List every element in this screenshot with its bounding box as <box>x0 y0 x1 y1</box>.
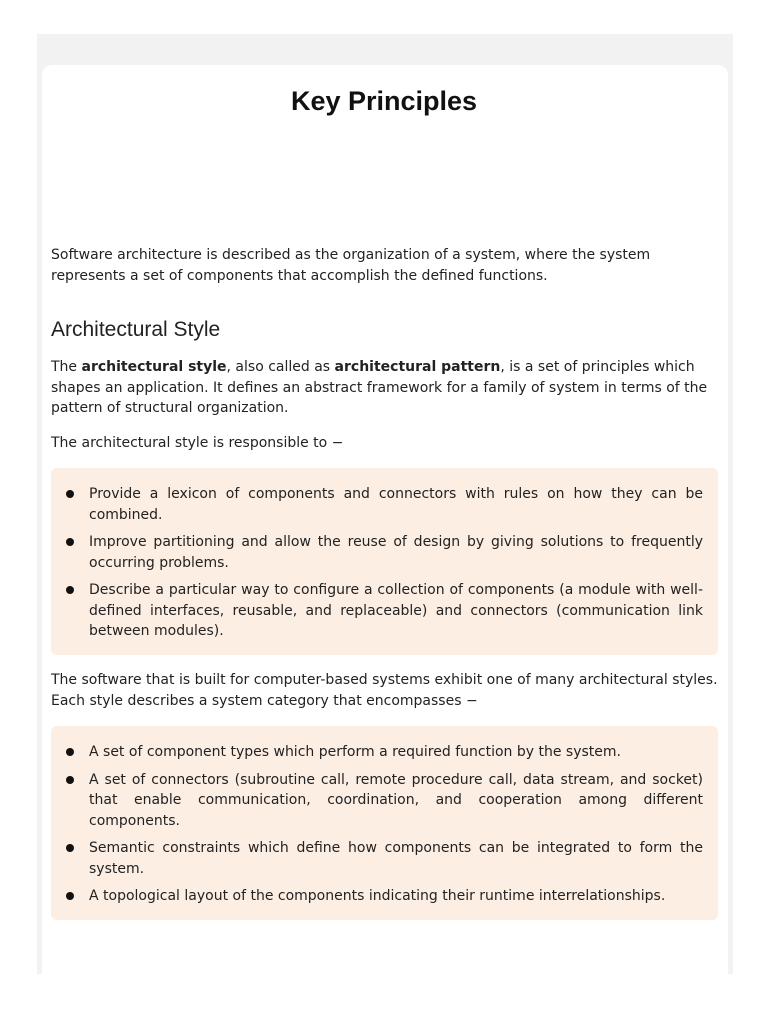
list-item <box>89 484 703 525</box>
section-heading: Architectural Style <box>51 318 221 341</box>
system-category-box <box>51 726 718 920</box>
definition-text-post: , is a set of principles which shapes an application. It defines an abstract framework for a family of system in terms of the pattern of structural organization. <box>51 359 708 416</box>
style-definition-paragraph <box>51 357 721 419</box>
list-item-text: A topological layout of the components indicating their runtime interrelationships. <box>89 888 666 904</box>
intro-paragraph: Software architecture is described as the organization of a system, where the system represents a set of components that accomplish the defined functions. <box>51 247 651 284</box>
responsibilities-box <box>51 468 718 655</box>
bullet-icon <box>66 776 74 784</box>
list-item-text: Describe a particular way to configure a collection of components (a module with well-defined interfaces, reusable, and replaceable) and connectors (communication link between modules). <box>89 582 703 639</box>
bullet-icon <box>66 844 74 852</box>
bullet-icon <box>66 538 74 546</box>
bullet-icon <box>66 586 74 594</box>
bullet-icon <box>66 748 74 756</box>
list-item-text: Improve partitioning and allow the reuse of design by giving solutions to frequently occurring problems. <box>89 534 703 571</box>
definition-text-mid: , also called as <box>226 359 335 375</box>
term-architectural-style: architectural style <box>81 359 227 375</box>
list-item <box>89 770 703 832</box>
responsibility-intro: The architectural style is responsible to − <box>51 435 344 451</box>
list-item-text: Semantic constraints which define how components can be integrated to form the system. <box>89 840 703 877</box>
list-item <box>89 532 703 573</box>
bullet-icon <box>66 892 74 900</box>
list-item <box>89 580 703 642</box>
system-category-paragraph: The software that is built for computer-based systems exhibit one of many architectural styles. Each style describes a system category that encompasses − <box>51 672 718 709</box>
list-item-text: Provide a lexicon of components and connectors with rules on how they can be combined. <box>89 486 703 523</box>
list-item <box>89 886 703 907</box>
list-item-text: A set of connectors (subroutine call, remote procedure call, data stream, and socket) that enable communication, coordination, and cooperation among different components. <box>89 771 703 829</box>
system-category-list <box>51 726 718 907</box>
list-item <box>89 838 703 879</box>
term-architectural-pattern: architectural pattern <box>334 359 501 375</box>
list-item-text: A set of component types which perform a required function by the system. <box>89 744 621 760</box>
bullet-icon <box>66 490 74 498</box>
page-title: Key Principles <box>290 86 478 116</box>
responsibilities-list <box>51 468 718 642</box>
list-item <box>89 742 703 763</box>
definition-text-pre: The <box>51 359 82 375</box>
